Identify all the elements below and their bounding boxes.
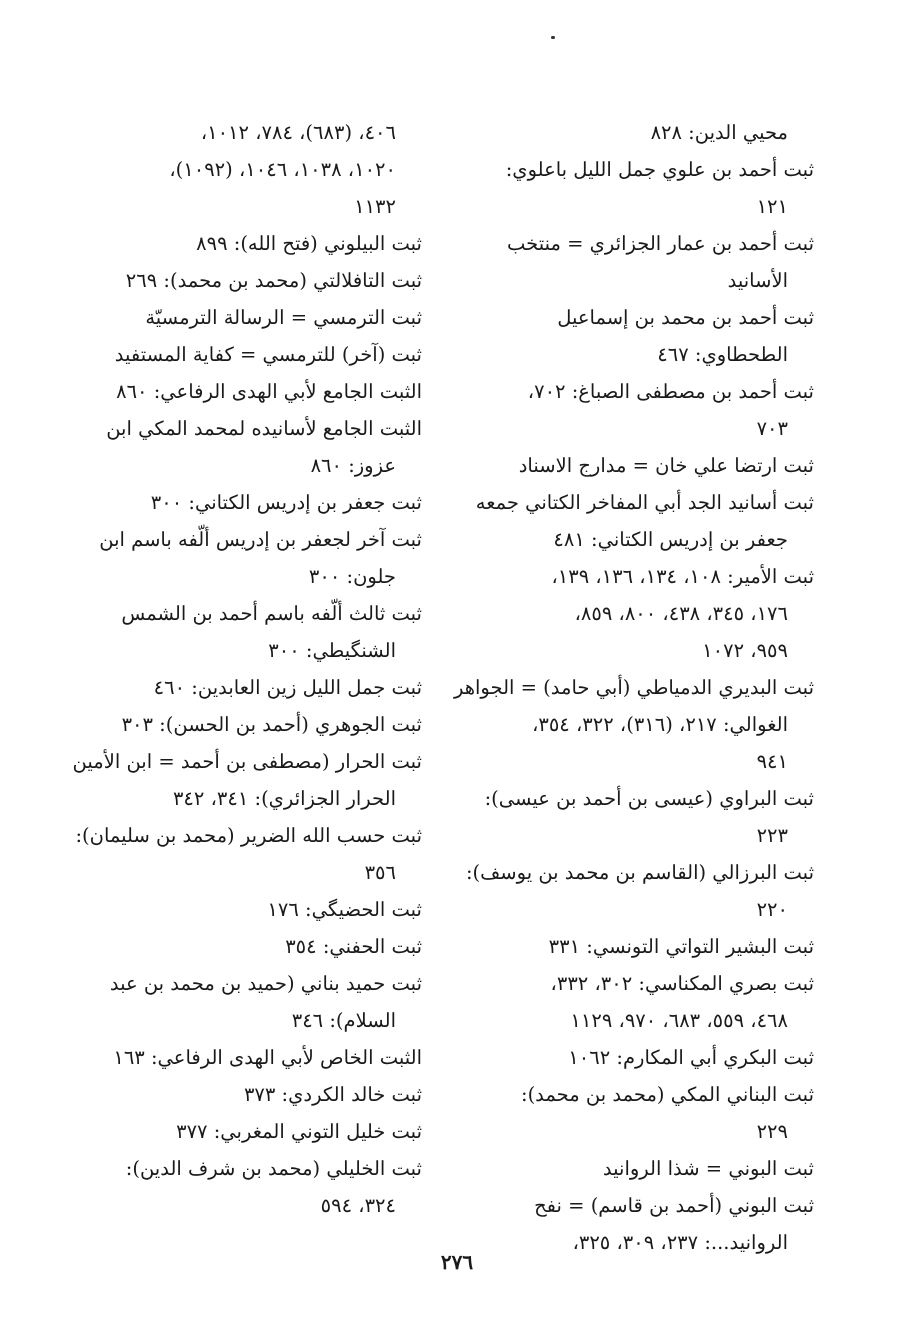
entry-continuation-line: ٧٠٣ [756, 417, 788, 440]
index-entry [459, 1150, 814, 1187]
index-entry [67, 1039, 422, 1076]
index-entry [459, 447, 814, 484]
index-entry [67, 373, 422, 410]
index-entry [67, 891, 422, 928]
index-entry [459, 299, 814, 373]
entry-heading-line: ثبت البكري أبي المكارم: ١٠٦٢ [568, 1046, 814, 1069]
entry-continuation-line: ٣٥٦ [364, 861, 396, 884]
entry-continuation-line: ٢٢٩ [756, 1120, 788, 1143]
entry-heading-line: محيي الدين: ٨٢٨ [650, 121, 788, 144]
entry-heading-line: ثبت (آخر) للترمسي = كفاية المستفيد [114, 343, 422, 366]
entry-heading-line: ثبت خليل التوني المغربي: ٣٧٧ [176, 1120, 422, 1143]
entry-heading-line: ثبت البديري الدمياطي (أبي حامد) = الجواهر [453, 676, 814, 699]
entry-heading-line: ثبت البشير التواتي التونسي: ٣٣١ [548, 935, 814, 958]
index-entry [67, 743, 422, 817]
index-entry [67, 262, 422, 299]
page-mark [551, 36, 555, 39]
entry-heading-line: ثبت البوني = شذا الروانيد [602, 1157, 814, 1180]
entry-heading-line: ثبت الترمسي = الرسالة الترمسيّة [145, 306, 422, 329]
entry-heading-line: ثبت أحمد بن عمار الجزائري = منتخب [506, 232, 814, 255]
index-entry [459, 373, 814, 447]
entry-heading-line: ثبت خالد الكردي: ٣٧٣ [243, 1083, 422, 1106]
entry-continuation-line: ٢٢٠ [756, 898, 788, 921]
entry-heading-line: ثبت الحفني: ٣٥٤ [285, 935, 422, 958]
entry-heading-line: ثبت أحمد بن مصطفى الصباغ: ٧٠٢، [527, 380, 814, 403]
entry-heading-line: الثبت الجامع لأسانيده لمحمد المكي ابن [106, 417, 422, 440]
page-number: ٢٧٦ [440, 1250, 474, 1274]
entry-heading-line: ثبت البرزالي (القاسم بن محمد بن يوسف): [465, 861, 814, 884]
index-entry [67, 1150, 422, 1224]
entry-heading-line: ثبت البيلوني (فتح الله): ٨٩٩ [196, 232, 422, 255]
entry-heading-line: ثبت الخليلي (محمد بن شرف الدين): [125, 1157, 422, 1180]
entry-continuation-line: الحرار الجزائري): ٣٤١، ٣٤٢ [172, 787, 396, 810]
entry-heading-line: ثبت البوني (أحمد بن قاسم) = نفح [534, 1194, 814, 1217]
entry-heading-line: ثبت الحرار (مصطفى بن أحمد = ابن الأمين [72, 750, 422, 773]
index-entry [67, 928, 422, 965]
index-entry [459, 1076, 814, 1150]
entry-heading-line: ثبت الحضيگي: ١٧٦ [267, 898, 422, 921]
index-entry [459, 114, 814, 151]
entry-continuation-line: الأسانيد [727, 269, 788, 292]
entry-heading-line: الثبت الجامع لأبي الهدى الرفاعي: ٨٦٠ [116, 380, 422, 403]
index-entry [67, 336, 422, 373]
index-entry [459, 965, 814, 1039]
entry-heading-line: ثبت البراوي (عيسى بن أحمد بن عيسى): [484, 787, 814, 810]
entry-heading-line: ثبت الجوهري (أحمد بن الحسن): ٣٠٣ [121, 713, 422, 736]
index-entry [459, 558, 814, 669]
entry-heading-line: ثبت أسانيد الجد أبي المفاخر الكتاني جمعه [475, 491, 814, 514]
entry-heading-line: ثبت بصري المكناسي: ٣٠٢، ٣٣٢، [550, 972, 814, 995]
entry-heading-line: ثبت ارتضا علي خان = مدارج الاسناد [518, 454, 814, 477]
entry-continuation-line: ١٧٦، ٣٤٥، ٤٣٨، ٨٠٠، ٨٥٩، [574, 602, 788, 625]
index-entry [453, 669, 814, 780]
entry-continuation-line: ٣٢٤، ٥٩٤ [320, 1194, 396, 1217]
entry-continuation-line: عزوز: ٨٦٠ [310, 454, 396, 477]
entry-continuation-line: ١٠٢٠، ١٠٣٨، ١٠٤٦، (١٠٩٢)، [169, 158, 396, 181]
index-entry [67, 817, 422, 891]
entry-heading-line: ثبت التافلالتي (محمد بن محمد): ٢٦٩ [125, 269, 422, 292]
entry-heading-line: الثبت الخاص لأبي الهدى الرفاعي: ١٦٣ [113, 1046, 422, 1069]
index-entry [459, 484, 814, 558]
entry-continuation-line: ٢٢٣ [756, 824, 788, 847]
entry-continuation-line: الغوالي: ٢١٧، (٣١٦)، ٣٢٢، ٣٥٤، [532, 713, 788, 736]
index-entry [67, 965, 422, 1039]
index-entry [67, 114, 422, 225]
index-entry [459, 780, 814, 854]
index-entry [459, 225, 814, 299]
index-column-right [453, 114, 814, 1261]
entry-heading-line: ثبت البناني المكي (محمد بن محمد): [521, 1083, 814, 1106]
index-entry [459, 928, 814, 965]
index-entry [67, 1076, 422, 1113]
entry-continuation-line: الطحطاوي: ٤٦٧ [657, 343, 788, 366]
entry-continuation-line: الشنگيطي: ٣٠٠ [268, 639, 396, 662]
index-entry [67, 410, 422, 484]
index-entry [67, 299, 422, 336]
entry-continuation-line: الروانيد...: ٢٣٧، ٣٠٩، ٣٢٥، [572, 1231, 788, 1254]
entry-continuation-line: جعفر بن إدريس الكتاني: ٤٨١ [553, 528, 788, 551]
entry-continuation-line: ٤٦٨، ٥٥٩، ٦٨٣، ٩٧٠، ١١٢٩ [570, 1009, 788, 1032]
entry-heading-line: ٤٠٦، (٦٨٣)، ٧٨٤، ١٠١٢، [200, 121, 396, 144]
entry-continuation-line: السلام): ٣٤٦ [291, 1009, 396, 1032]
index-entry [459, 854, 814, 928]
entry-continuation-line: ٩٥٩، ١٠٧٢ [702, 639, 788, 662]
index-entry [67, 669, 422, 706]
entry-heading-line: ثبت جعفر بن إدريس الكتاني: ٣٠٠ [150, 491, 422, 514]
entry-continuation-line: ١٢١ [756, 195, 788, 218]
entry-heading-line: ثبت حسب الله الضرير (محمد بن سليمان): [75, 824, 422, 847]
index-entry [67, 225, 422, 262]
entry-continuation-line: جلون: ٣٠٠ [308, 565, 396, 588]
entry-heading-line: ثبت الأمير: ١٠٨، ١٣٤، ١٣٦، ١٣٩، [551, 565, 814, 588]
index-entry [459, 1039, 814, 1076]
entry-continuation-line: ١١٣٢ [354, 195, 396, 218]
entry-heading-line: ثبت جمل الليل زين العابدين: ٤٦٠ [153, 676, 422, 699]
entry-continuation-line: ٩٤١ [756, 750, 788, 773]
index-entry [67, 595, 422, 669]
entry-heading-line: ثبت أحمد بن محمد بن إسماعيل [557, 306, 814, 329]
index-entry [67, 706, 422, 743]
index-entry [459, 151, 814, 225]
entry-heading-line: ثبت ثالث ألّفه باسم أحمد بن الشمس [121, 602, 422, 625]
entry-heading-line: ثبت آخر لجعفر بن إدريس ألّفه باسم ابن [99, 528, 422, 551]
index-column-left [67, 114, 422, 1224]
index-entry [67, 521, 422, 595]
index-entry [67, 484, 422, 521]
entry-heading-line: ثبت حميد بناني (حميد بن محمد بن عبد [109, 972, 422, 995]
index-entry [67, 1113, 422, 1150]
entry-heading-line: ثبت أحمد بن علوي جمل الليل باعلوي: [505, 158, 814, 181]
